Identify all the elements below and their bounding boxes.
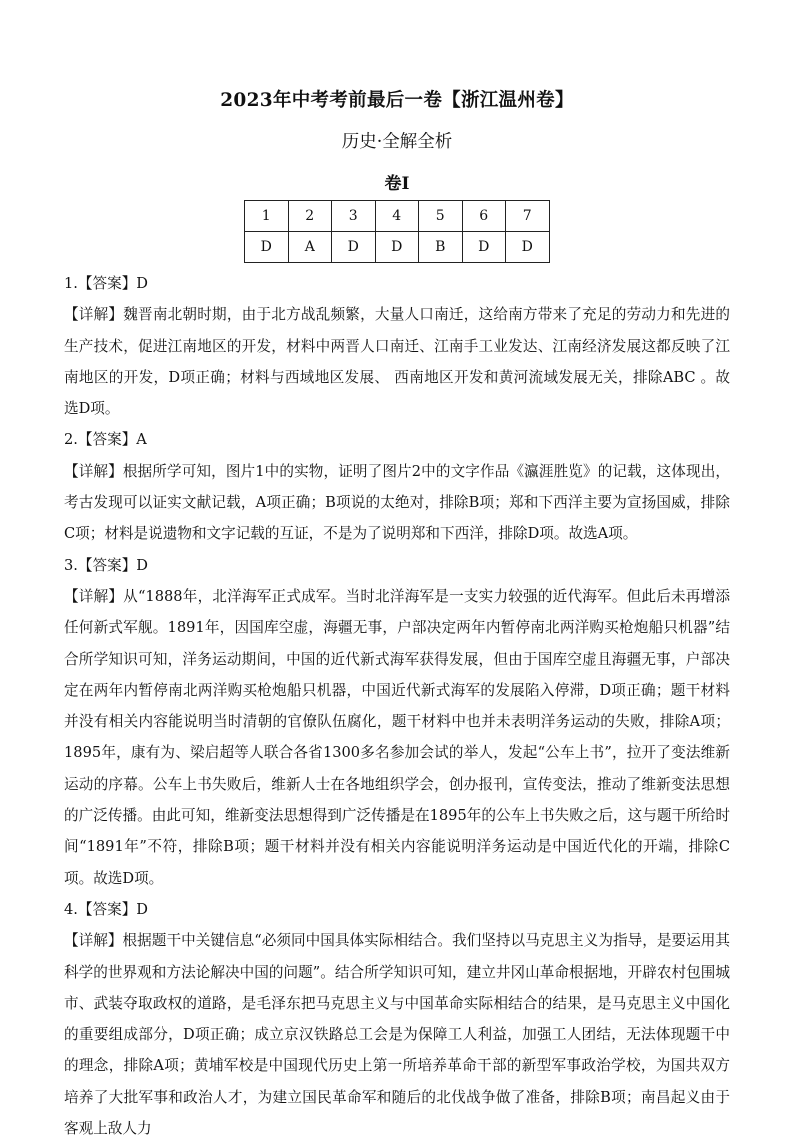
answer-table-answer-row: [245, 232, 550, 263]
table-cell-number: 2: [288, 201, 332, 232]
answer-line: 4.【答案】D: [64, 900, 148, 918]
volume-heading: 卷Ⅰ: [384, 174, 410, 194]
table-cell-answer: A: [288, 232, 332, 263]
solutions-body: [64, 268, 730, 1144]
table-cell-answer: D: [245, 232, 289, 263]
table-cell-number: 3: [332, 201, 376, 232]
table-cell-answer: B: [419, 232, 463, 263]
answer-table-number-row: [245, 201, 550, 232]
table-cell-number: 7: [506, 201, 550, 232]
answer-line: 2.【答案】A: [64, 431, 147, 449]
answer-table: [244, 200, 550, 263]
table-cell-answer: D: [506, 232, 550, 263]
answer-line: 3.【答案】D: [64, 556, 148, 574]
document-title: 2023年中考考前最后一卷【浙江温州卷】: [220, 90, 574, 111]
explanation-paragraph: 【详解】根据题干中关键信息“必须同中国具体实际相结合。我们坚持以马克思主义为指导，是要运用其科学的世界观和方法论解决中国的问题”。结合所学知识可知，建立井冈山革命根据地，开辟农村包围城市、武装夺取政权的道路，是毛泽东把马克思主义与中国革命实际相结合的结果，是马克思主义中国化的重要组成部分，D项正确；成立京汉铁路总工会是为保障工人利益，加强工人团结，无法体现题干中的理念，排除A项；黄埔军校是中国现代历史上第一所培养革命干部的新型军事政治学校，为国共双方培养了大批军事和政治人才，为建立国民革命军和随后的北伐战争做了准备，排除B项；南昌起义由于客观上敌人力: [64, 932, 730, 1138]
explanation-paragraph: 【详解】根据所学可知，图片1中的实物，证明了图片2中的文字作品《瀛涯胜览》的记载，这体现出，考古发现可以证实文献记载，A项正确；B项说的太绝对，排除B项；郑和下西洋主要为宣扬国威，排除C项；材料是说遗物和文字记载的互证，不是为了说明郑和下西洋，排除D项。故选A项。: [64, 462, 730, 543]
table-cell-number: 1: [245, 201, 289, 232]
table-cell-answer: D: [462, 232, 506, 263]
table-cell-answer: D: [375, 232, 419, 263]
explanation-paragraph: 【详解】魏晋南北朝时期，由于北方战乱频繁，大量人口南迁，这给南方带来了充足的劳动力和先进的生产技术，促进江南地区的开发，材料中两晋人口南迁、江南手工业发达、江南经济发展这都反映了江南地区的开发，D项正确；材料与西域地区发展、 西南地区开发和黄河流域发展无关，排除ABC 。故选D项。: [64, 306, 730, 418]
question-block: [64, 268, 730, 424]
document-subtitle: 历史·全解全析: [341, 132, 453, 152]
explanation-paragraph: 【详解】从“1888年，北洋海军正式成军。当时北洋海军是一支实力较强的近代海军。但此后未再增添任何新式军舰。1891年，因国库空虚，海疆无事，户部决定两年内暂停南北两洋购买枪炮船只机器”结合所学知识可知，洋务运动期间，中国的近代新式海军获得发展，但由于国库空虚且海疆无事，户部决定在两年内暂停南北两洋购买枪炮船只机器，中国近代新式海军的发展陷入停滞，D项正确；题干材料并没有相关内容能说明当时清朝的官僚队伍腐化，题干材料中也并未表明洋务运动的失败，排除A项；1895年，康有为、梁启超等人联合各省1300多名参加会试的举人，发起“公车上书”，拉开了变法维新运动的序幕。公车上书失败后，维新人士在各地组织学会，创办报刊，宣传变法，推动了维新变法思想的广泛传播。由此可知，维新变法思想得到广泛传播是在1895年的公车上书失败之后，这与题干所给时间“1891年”不符，排除B项；题干材料并没有相关内容能说明洋务运动是中国近代化的开端，排除C项。故选D项。: [64, 587, 730, 887]
question-block: [64, 550, 730, 894]
question-block: [64, 424, 730, 549]
table-cell-number: 5: [419, 201, 463, 232]
table-cell-number: 6: [462, 201, 506, 232]
table-cell-number: 4: [375, 201, 419, 232]
answer-line: 1.【答案】D: [64, 275, 148, 292]
question-block: [64, 894, 730, 1144]
table-cell-answer: D: [332, 232, 376, 263]
